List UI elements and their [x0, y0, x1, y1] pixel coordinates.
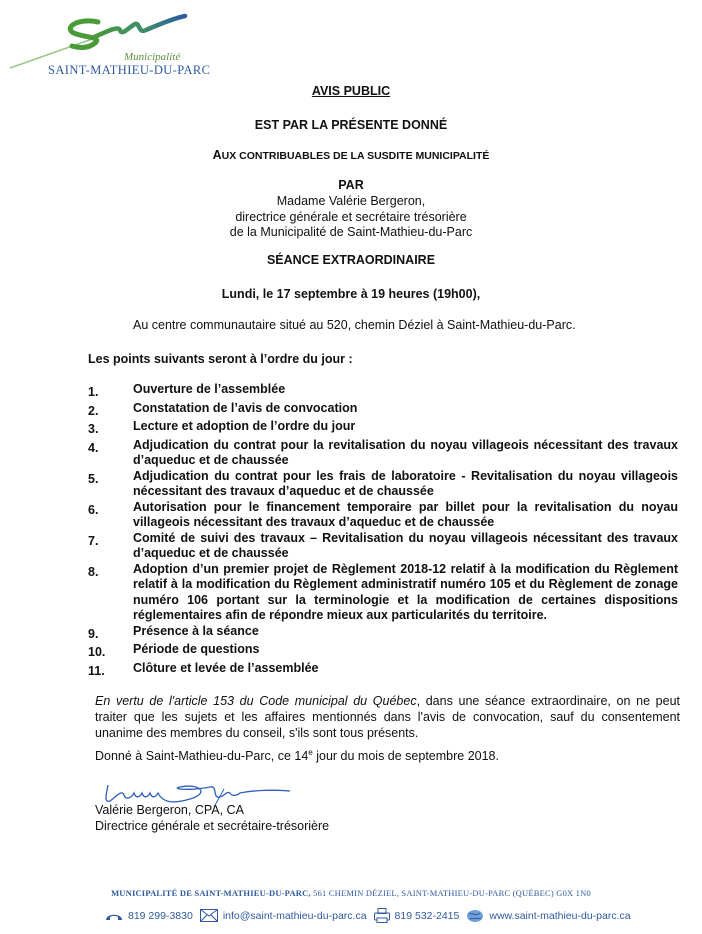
- issuer-role: directrice générale et secrétaire trésorière: [235, 209, 467, 224]
- municipality-logo: [0, 0, 260, 90]
- agenda-item-number: 3.: [88, 422, 99, 436]
- issuer-name: Madame Valérie Bergeron,: [276, 194, 426, 208]
- session-date: Lundi, le 17 septembre à 19 heures (19h00),: [221, 287, 481, 301]
- agenda-item-text: Lecture et adoption de l’ordre du jour: [133, 419, 356, 433]
- issuer-block: [0, 194, 702, 241]
- agenda-item-text: Adoption d’un premier projet de Règlement 2018-12 relatif à la modification du Règlement relatif à la modification du Règlement administratif numéro 105 et du Règlement de zonage numéro 106 portant sur la terminologie et la modification de certaines dispositions réglementaires afin de répondre mieux aux particularités du territoire.: [133, 561, 678, 622]
- par-label: PAR: [338, 178, 364, 192]
- agenda-item: [88, 531, 688, 562]
- given-sup: e: [308, 748, 313, 757]
- email-link[interactable]: info@saint-mathieu-du-parc.ca: [222, 909, 367, 922]
- agenda-item: [88, 382, 688, 401]
- globe-icon: [466, 909, 484, 923]
- agenda-item-number: 2.: [88, 403, 99, 418]
- agenda-item: [88, 624, 688, 643]
- agenda-item-number: 10.: [88, 645, 106, 659]
- agenda-item-text: Ouverture de l’assemblée: [133, 382, 286, 396]
- fax-number: 819 532-2415: [394, 909, 460, 922]
- agenda-item: [88, 438, 688, 469]
- agenda-item: [88, 500, 688, 531]
- agenda-item: [88, 401, 688, 420]
- footer-address: [0, 888, 702, 898]
- footer-fax: [374, 908, 460, 923]
- session-location: Au centre communautaire situé au 520, chemin Déziel à Saint-Mathieu-du-Parc.: [133, 318, 576, 332]
- agenda-item: [88, 419, 688, 438]
- phone-number: 819 299-3830: [128, 909, 193, 922]
- agenda-item-number: 6.: [88, 502, 99, 517]
- audience-line: [0, 148, 702, 162]
- envelope-icon: [200, 909, 218, 922]
- logo-subtitle: Municipalité: [124, 51, 181, 63]
- footer-website: [466, 909, 630, 923]
- audience-rest: UX CONTRIBUABLES DE LA SUSDITE MUNICIPALITÉ: [221, 150, 490, 162]
- notice-subtitle: EST PAR LA PRÉSENTE DONNÉ: [254, 118, 448, 132]
- website-link[interactable]: www.saint-mathieu-du-parc.ca: [489, 909, 631, 922]
- agenda-item: [88, 469, 688, 500]
- audience-initial: A: [212, 148, 222, 162]
- agenda-item-number: 4.: [88, 440, 99, 455]
- agenda-item-text: Présence à la séance: [133, 623, 259, 638]
- agenda-item-text: Comité de suivi des travaux – Revitalisation du noyau villageois nécessitant des travaux d’aqueduc et de chaussée: [133, 530, 678, 560]
- footer-street: 561 CHEMIN DÉZIEL, SAINT-MATHIEU-DU-PARC (QUÉBEC) G0X 1N0: [310, 888, 591, 898]
- agenda-item: [88, 642, 688, 661]
- issuer-municipality: de la Municipalité de Saint-Mathieu-du-Parc: [229, 225, 473, 239]
- agenda-item-text: Constatation de l’avis de convocation: [133, 400, 358, 415]
- agenda-item-text: Période de questions: [133, 642, 260, 656]
- given-statement: [95, 748, 499, 763]
- legal-reference: En vertu de l'article 153 du Code municipal du Québec: [95, 694, 417, 708]
- agenda-item-number: 8.: [88, 564, 99, 579]
- footer-email: [200, 909, 367, 922]
- agenda-item-text: Adjudication du contrat pour la revitalisation du noyau villageois nécessitant des travaux d’aqueduc et de chaussée: [133, 437, 678, 467]
- agenda-item: [88, 661, 688, 680]
- logo-name: SAINT-MATHIEU-DU-PARC: [48, 63, 211, 77]
- signatory-title: Directrice générale et secrétaire-trésorière: [95, 819, 330, 833]
- agenda-item-number: 7.: [88, 533, 99, 548]
- agenda-item: [88, 562, 688, 624]
- agenda-item-text: Autorisation pour le financement temporaire par billet pour la revitalisation du noyau villageois nécessitant des travaux d’aqueduc et de chaussée: [133, 499, 678, 529]
- footer-contacts: [105, 908, 638, 923]
- fax-icon: [374, 908, 390, 923]
- agenda-item-number: 9.: [88, 626, 99, 641]
- phone-icon: [105, 911, 123, 921]
- agenda-item-number: 1.: [88, 385, 99, 399]
- given-after: jour du mois de septembre 2018.: [312, 749, 499, 764]
- session-type: SÉANCE EXTRAORDINAIRE: [266, 253, 436, 267]
- footer-org: MUNICIPALITÉ DE SAINT-MATHIEU-DU-PARC,: [111, 888, 311, 898]
- footer-phone: [105, 910, 193, 922]
- legal-text: , dans une séance extraordinaire, on ne peut traiter que les sujets et les affaires mentionnés dans l'avis de convocation, sauf du consentement unanime des membres du conseil, s'ils sont tous présents.: [95, 694, 681, 740]
- agenda-item-text: Adjudication du contrat pour les frais de laboratoire - Revitalisation du noyau villageois nécessitant des travaux d’aqueduc et de chaussée: [133, 468, 678, 498]
- notice-title: AVIS PUBLIC: [311, 84, 391, 98]
- agenda-item-text: Clôture et levée de l’assemblée: [133, 660, 319, 675]
- given-before: Donné à Saint-Mathieu-du-Parc, ce 14: [95, 749, 309, 764]
- agenda-intro: Les points suivants seront à l’ordre du jour :: [88, 352, 353, 366]
- legal-notice: [95, 693, 680, 741]
- signatory-name: Valérie Bergeron, CPA, CA: [95, 803, 244, 817]
- agenda-item-number: 11.: [88, 663, 105, 678]
- agenda-list: [88, 382, 688, 679]
- agenda-item-number: 5.: [88, 471, 99, 486]
